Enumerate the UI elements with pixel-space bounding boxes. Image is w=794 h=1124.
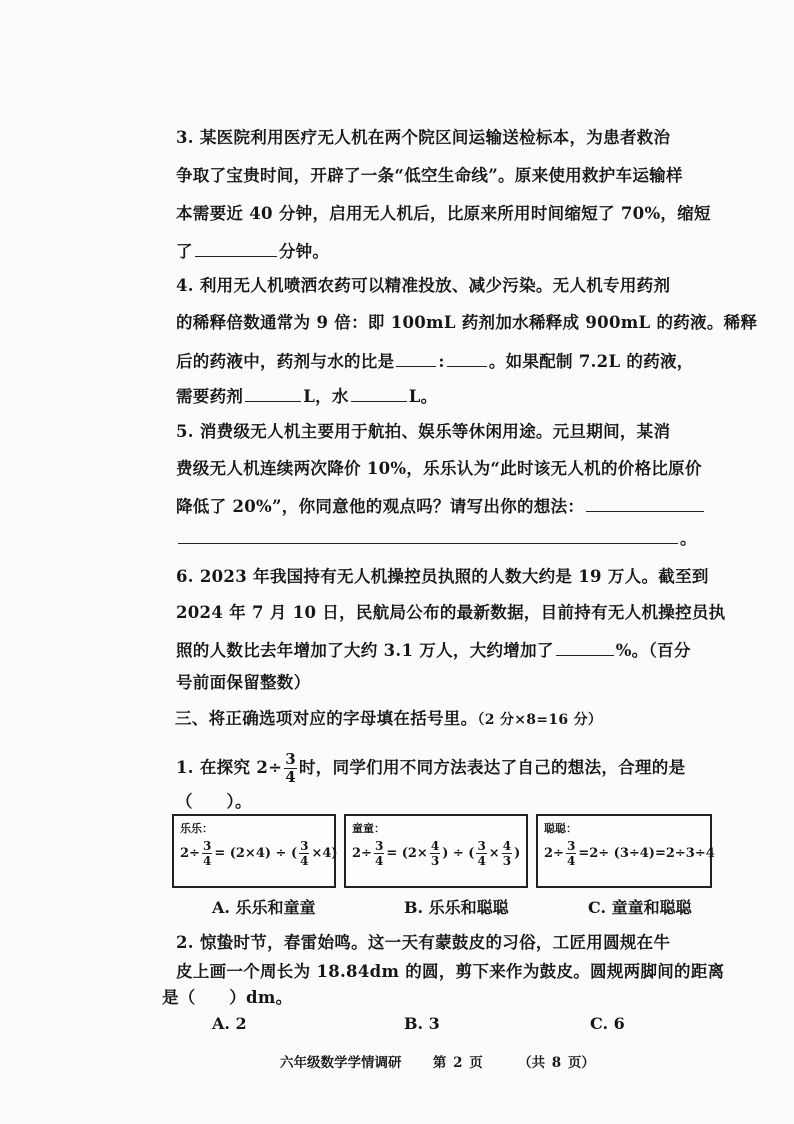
mc1-option-a[interactable]: A. 乐乐和童童 (212, 898, 316, 917)
q6-line-1: 6. 2023 年我国持有无人机操控员执照的人数大约是 19 万人。截至到 (176, 567, 709, 586)
mc1-line-1 (176, 750, 716, 786)
section-3-title: 三、将正确选项对应的字母填在括号里。 (175, 709, 478, 728)
tong-eq-a: 2÷ (352, 846, 372, 861)
tong-f3-n: 3 (477, 839, 486, 853)
box-tongtong-equation (352, 840, 520, 867)
q5-line-1: 5. 消费级无人机主要用于航拍、娱乐等休闲用途。元旦期间，某消 (176, 422, 671, 441)
section-3-score: （2 分×8=16 分） (477, 712, 603, 728)
mc1-question: 时，同学们用不同方法表达了自己的想法，合理的是 (298, 758, 686, 777)
q4-ratio-colon: : (438, 352, 445, 371)
box-lele-equation (180, 840, 338, 867)
tong-eq-e: × (488, 846, 500, 861)
q5-line-2: 费级无人机连续两次降价 10%，乐乐认为“此时该无人机的价格比原价 (176, 459, 702, 478)
tong-frac-2 (430, 840, 440, 867)
lele-eq-c: ×4) (311, 846, 338, 861)
cong-f1-n: 3 (566, 839, 576, 853)
q4-water-label: L，水 (303, 387, 349, 406)
q5-answer-blank-2[interactable] (178, 527, 678, 544)
mc2-option-b[interactable]: B. 3 (404, 1014, 440, 1033)
tong-f2-d: 3 (430, 854, 440, 868)
mc1-fraction (284, 752, 297, 785)
mc1-frac-num: 3 (285, 750, 296, 768)
q4-line-2: 的稀释倍数通常为 9 倍：即 100mL 药剂加水稀释成 900mL 的药液。稀释 (176, 313, 758, 332)
q3-suffix: 分钟。 (278, 242, 330, 261)
tong-frac-3 (476, 840, 486, 867)
q3-prefix: 了 (176, 242, 193, 261)
cong-eq-b: =2÷ (3÷4)=2÷3÷4 (578, 846, 715, 861)
box-tongtong-name: 童童： (352, 822, 385, 835)
mc1-frac-den: 4 (285, 768, 296, 786)
mc1-prefix: 1. 在探究 2÷ (176, 758, 283, 777)
lele-f2-d: 4 (300, 854, 309, 868)
box-congcong-name: 聪聪： (544, 822, 577, 835)
q6-line-3 (176, 639, 716, 661)
mc2-line-1: 2. 惊蛰时节，春雷始鸣。这一天有蒙鼓皮的习俗，工匠用圆规在牛 (176, 933, 671, 952)
q4-line-1: 4. 利用无人机喷洒农药可以精准投放、减少污染。无人机专用药剂 (176, 276, 671, 295)
lele-f1-d: 4 (202, 854, 212, 868)
tong-eq-b: = (2× (386, 846, 428, 861)
q6-line-2: 2024 年 7 月 10 日，民航局公布的最新数据，目前持有无人机操控员执 (176, 603, 726, 622)
q3-line-4 (176, 240, 716, 262)
footer-page: 第 2 页 (432, 1055, 483, 1071)
mc1-option-b[interactable]: B. 乐乐和聪聪 (404, 898, 509, 917)
q4-ratio-prefix: 后的药液中，药剂与水的比是 (176, 352, 395, 371)
box-lele-name: 乐乐： (180, 822, 213, 835)
q5-question: 降低了 20%”，你同意他的观点吗？请写出你的想法： (176, 497, 585, 516)
tong-frac-4 (502, 840, 512, 867)
section-3-heading (175, 709, 715, 730)
mc1-answer-paren[interactable]: （ ）。 (176, 792, 252, 811)
q4-ratio-blank-1[interactable] (396, 350, 436, 367)
q3-line-3: 本需要近 40 分钟，启用无人机后，比原来所用时间缩短了 70%，缩短 (176, 204, 711, 223)
tong-f1-n: 3 (374, 839, 384, 853)
lele-eq-a: 2÷ (180, 846, 200, 861)
lele-f1-n: 3 (202, 839, 212, 853)
tong-f3-d: 4 (477, 854, 486, 868)
q4-ratio-blank-2[interactable] (447, 350, 487, 367)
method-box-lele (172, 814, 336, 888)
q3-line-1: 3. 某医院利用医疗无人机在两个院区间运输送检标本，为患者救治 (176, 128, 671, 147)
tong-eq-c: ) ÷ ( (442, 846, 475, 861)
lele-frac-1 (202, 840, 212, 867)
q3-answer-blank[interactable] (195, 240, 277, 257)
box-congcong-equation (544, 840, 715, 867)
q5-line-4 (176, 527, 716, 549)
mc2-line-2: 皮上画一个周长为 18.84dm 的圆，剪下来作为鼓皮。圆规两脚间的距离 (176, 962, 725, 981)
q4-unit: L。 (408, 387, 438, 406)
mc1-option-c[interactable]: C. 童童和聪聪 (588, 898, 692, 917)
q4-water-blank[interactable] (351, 385, 407, 402)
cong-frac-1 (566, 840, 576, 867)
page-footer (280, 1051, 595, 1071)
mc2-option-a[interactable]: A. 2 (212, 1014, 247, 1033)
q5-line-3 (176, 495, 716, 517)
footer-title: 六年级数学学情调研 (280, 1055, 402, 1071)
method-box-tongtong (344, 814, 528, 888)
cong-f1-d: 4 (566, 854, 576, 868)
q4-drug-label: 需要药剂 (176, 387, 244, 406)
q3-line-2: 争取了宝贵时间，开辟了一条“低空生命线”。原来使用救护车运输样 (176, 166, 683, 185)
tong-f4-n: 4 (502, 839, 512, 853)
tong-f1-d: 4 (374, 854, 384, 868)
tong-frac-1 (374, 840, 384, 867)
q5-answer-blank-1[interactable] (586, 495, 704, 512)
tong-eq-f: ) (514, 846, 521, 861)
q4-line-3 (176, 350, 716, 372)
cong-eq-a: 2÷ (544, 846, 564, 861)
q6-line-4: 号前面保留整数） (176, 673, 311, 692)
lele-eq-b: = (2×4) ÷ ( (214, 846, 298, 861)
lele-frac-2 (299, 840, 309, 867)
tong-f4-d: 3 (502, 854, 512, 868)
q5-period: 。 (680, 529, 697, 548)
q6-question: 照的人数比去年增加了大约 3.1 万人，大约增加了 (176, 641, 554, 660)
q4-ratio-suffix: 。如果配制 7.2L 的药液， (488, 352, 694, 371)
q4-line-4 (176, 385, 716, 407)
lele-f2-n: 3 (300, 839, 309, 853)
method-box-congcong (536, 814, 715, 888)
footer-total: （共 8 页） (518, 1055, 595, 1071)
q4-drug-blank[interactable] (245, 385, 301, 402)
tong-f2-n: 4 (430, 839, 440, 853)
q6-answer-blank[interactable] (556, 639, 614, 656)
q6-suffix: %。（百分 (615, 641, 691, 660)
mc2-option-c[interactable]: C. 6 (590, 1014, 625, 1033)
mc2-line-3: 是（ ）dm。 (162, 988, 293, 1007)
